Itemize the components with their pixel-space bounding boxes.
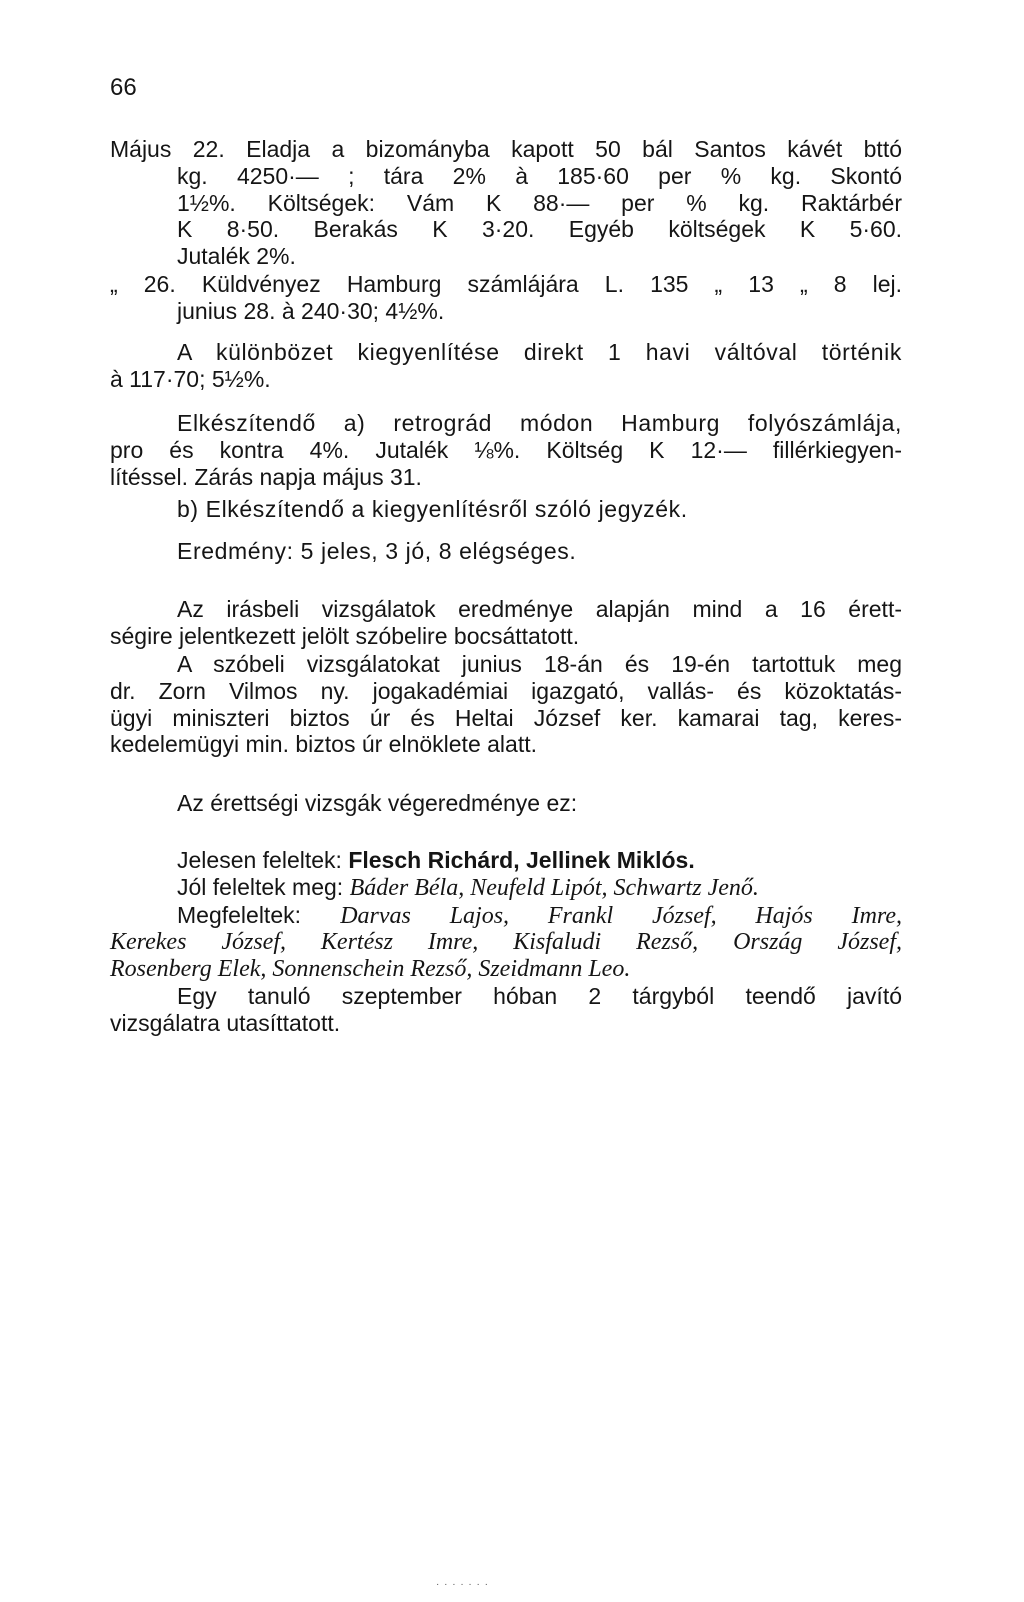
text-line: ügyi miniszteri biztos úr és Heltai József ker. kamarai tag, keres- [110,704,902,731]
text-line: ségire jelentkezett jelölt szóbelire bocsáttatott. [110,622,580,649]
text-line: à 117·70; 5½%. [110,365,271,392]
text-line: „ 26. Küldvényez Hamburg számlájára L. 135 „ 13 „ 8 lej. [110,271,902,297]
satisfactory-line [110,902,902,930]
satisfactory-names-line: Kerekes József, Kertész Imre, Kisfaludi Rezső, Ország József, [110,929,902,956]
text-line: dr. Zorn Vilmos ny. jogakadémiai igazgató, vallás- és közoktatás- [110,677,902,704]
satisfactory-names: Darvas Lajos, Frankl József, Hajós Imre, [340,902,902,929]
text-line: vizsgálatra utasíttatott. [110,1009,341,1036]
good-label: Jól feleltek meg: [177,873,344,900]
text-line: Az érettségi vizsgák végeredménye ez: [177,790,578,816]
text-line: lítéssel. Zárás napja május 31. [110,463,422,490]
oral-details-paragraph [110,651,902,758]
text-line: A különbözet kiegyenlítése direkt 1 havi váltóval történik [177,339,902,365]
text-line: Jutalék 2%. [177,243,296,270]
entry-may-26 [110,271,902,325]
final-results-list [110,847,902,1037]
excellent-label: Jelesen feleltek: [177,847,342,873]
text-line: Egy tanuló szeptember hóban 2 tárgyból teendő javító [177,982,902,1009]
excellent-line [110,847,902,874]
satisfactory-label: Megfeleltek: [177,901,302,928]
text-line: kg. 4250·— ; tára 2% à 185·60 per % kg. Skontó [177,162,902,189]
entry-may-22 [110,136,902,270]
difference-paragraph [110,339,902,393]
printer-dots: · · · · · · · [436,1579,489,1590]
page-number: 66 [110,74,137,101]
text-line: A szóbeli vizsgálatokat junius 18-án és 19-én tartottuk meg [177,651,902,677]
text-line: 1½%. Költségek: Vám K 88·— per % kg. Raktárbér [177,189,902,216]
text-line: kedelemügyi min. biztos úr elnöklete alatt. [110,731,537,758]
good-names: Báder Béla, Neufeld Lipót, Schwartz Jenő. [349,874,759,901]
task-a-paragraph [110,410,902,490]
oral-intro-paragraph [110,596,902,650]
text-line: Elkészítendő a) retrográd módon Hamburg folyószámlája, [177,410,902,436]
text-line: K 8·50. Berakás K 3·20. Egyéb költségek K 5·60. [177,216,902,243]
text-line: junius 28. à 240·30; 4½%. [177,297,445,324]
task-b-paragraph [110,496,902,523]
result-line [110,538,902,565]
final-results-heading [110,790,902,817]
text-line: Az irásbeli vizsgálatok eredménye alapján mind a 16 érett- [177,596,902,622]
text-line: pro és kontra 4%. Jutalék ⅛%. Költség K 12·— fillérkiegyen- [110,436,902,463]
good-line [110,874,902,902]
satisfactory-names-line: Rosenberg Elek, Sonnenschein Rezső, Szeidmann Leo. [110,956,631,983]
text-line: Eredmény: 5 jeles, 3 jó, 8 elégséges. [177,538,577,564]
text-line: b) Elkészítendő a kiegyenlítésről szóló jegyzék. [177,496,688,522]
text-line: Május 22. Eladja a bizományba kapott 50 bál Santos kávét bttó [110,136,902,162]
excellent-names: Flesch Richárd, Jellinek Miklós. [348,847,695,873]
